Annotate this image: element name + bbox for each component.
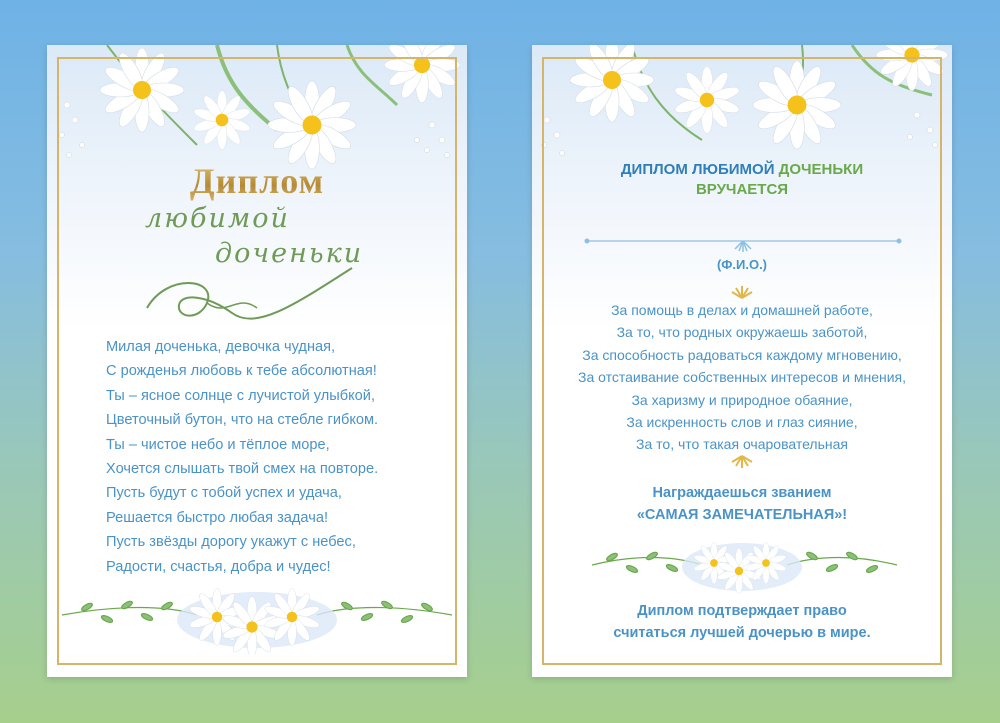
diploma-card-left bbox=[47, 45, 467, 677]
reason-line: За харизму и природное обаяние, bbox=[631, 391, 853, 408]
diploma-subtitle-line1: любимой bbox=[145, 203, 290, 234]
poem-line: Ты – чистое небо и тёплое море, bbox=[106, 436, 330, 453]
diploma-heading bbox=[532, 160, 952, 200]
leaf-branch-decoration bbox=[47, 575, 467, 655]
award-line1: Награждаешься званием bbox=[652, 485, 832, 501]
poem-line: Цветочный бутон, что на стебле гибком. bbox=[106, 412, 379, 429]
swirl-ornament-icon bbox=[137, 263, 357, 333]
gold-fan-ornament-icon bbox=[730, 455, 754, 469]
diploma-title: Диплом bbox=[47, 160, 467, 202]
reason-line: За искренность слов и глаз сияние, bbox=[626, 414, 858, 431]
poem-line: Пусть звёзды дорогу укажут с небес, bbox=[106, 534, 356, 551]
reason-line: За способность радоваться каждому мгновению, bbox=[582, 346, 902, 363]
poem-line: Ты – ясное солнце с лучистой улыбкой, bbox=[106, 387, 376, 404]
heading-line2: ВРУЧАЕТСЯ bbox=[695, 181, 789, 198]
confirm-line1: Диплом подтверждает право bbox=[637, 603, 847, 619]
reason-line: За то, что родных окружаешь заботой, bbox=[616, 324, 868, 341]
gold-fan-ornament-icon bbox=[730, 285, 754, 299]
confirmation-block bbox=[532, 600, 952, 644]
name-line-divider bbox=[584, 233, 902, 253]
poem-line: Решается быстро любая задача! bbox=[106, 509, 329, 526]
poem bbox=[106, 335, 446, 579]
diploma-card-right bbox=[532, 45, 952, 677]
leaf-branch-decoration bbox=[532, 525, 952, 605]
confirm-line2: считаться лучшей дочерью в мире. bbox=[613, 625, 871, 641]
heading-part2: ДОЧЕНЬКИ bbox=[778, 161, 864, 178]
reason-line: За то, что такая очаровательная bbox=[636, 436, 848, 453]
poem-line: Пусть будут с тобой успех и удача, bbox=[106, 485, 342, 502]
reason-line: За помощь в делах и домашней работе, bbox=[611, 302, 873, 318]
poem-line: Радости, счастья, добра и чудес! bbox=[106, 558, 331, 575]
award-block bbox=[532, 482, 952, 526]
poem-line: Милая доченька, девочка чудная, bbox=[106, 339, 336, 355]
heading-part1: ДИПЛОМ ЛЮБИМОЙ bbox=[620, 161, 775, 178]
reasons-list bbox=[532, 299, 952, 456]
poem-line: Хочется слышать твой смех на повторе. bbox=[106, 461, 379, 478]
fan-ornament-icon bbox=[735, 241, 751, 252]
award-title: «САМАЯ ЗАМЕЧАТЕЛЬНАЯ»! bbox=[636, 507, 848, 523]
poem-line: С рожденья любовь к тебе абсолютная! bbox=[106, 363, 377, 380]
reason-line: За отстаивание собственных интересов и мнения, bbox=[577, 369, 907, 386]
fio-label: (Ф.И.О.) bbox=[716, 257, 768, 272]
diploma-subtitle-line2: доченьки bbox=[215, 238, 364, 269]
